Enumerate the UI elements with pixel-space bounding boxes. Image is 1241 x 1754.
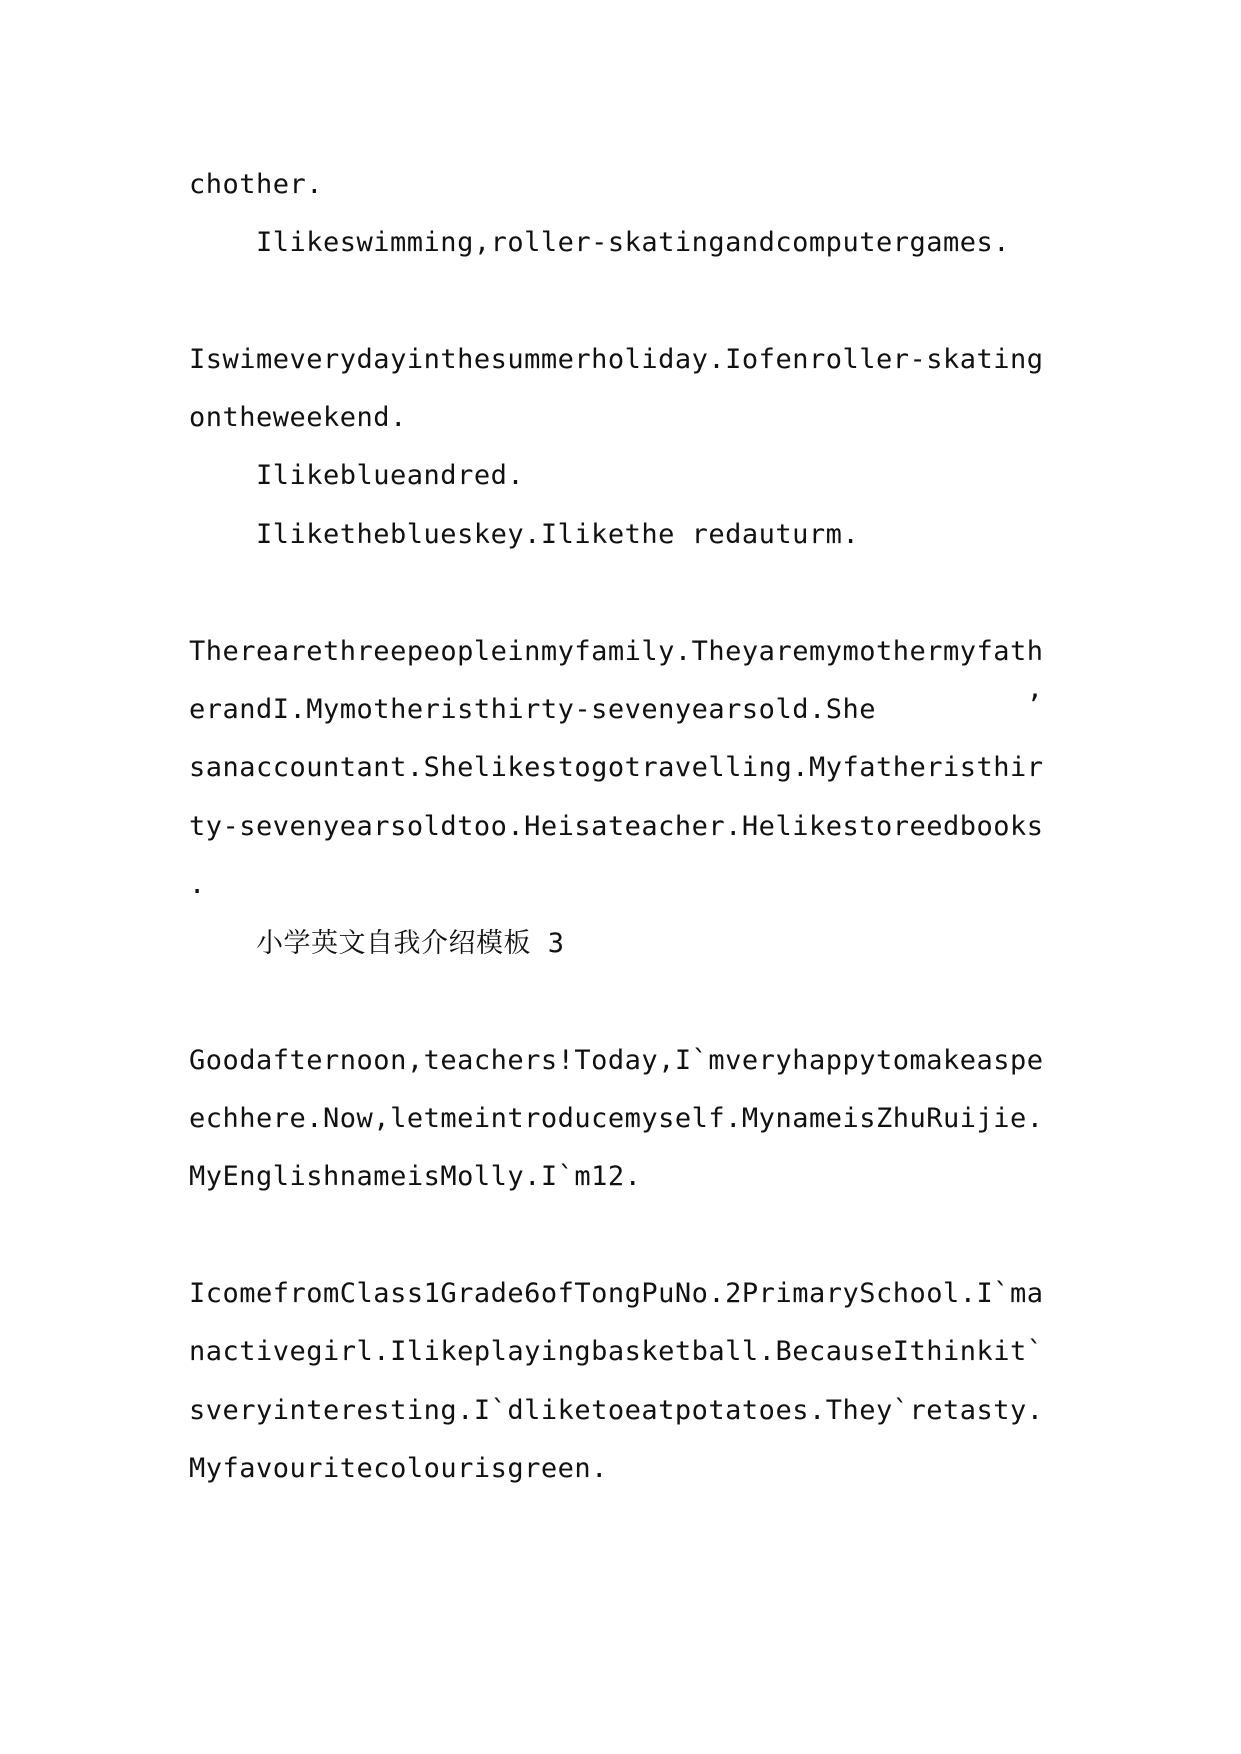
text-line: echhere.Now,letmeintroducemyself.MynameisZhuRuijie. — [189, 1103, 1044, 1134]
text-line: chother. — [189, 169, 324, 200]
text-line: MyEnglishnameisMolly.I`m12. — [189, 1161, 642, 1192]
text-line: sanaccountant.Shelikestogotravelling.Myfatheristhir — [189, 752, 1044, 783]
text-line: Iliketheblueskey.Ilikethe redauturm. — [256, 519, 860, 550]
text-line: Therearethreepeopleinmyfamily.Theyaremymothermyfath — [189, 636, 1044, 667]
text-line: Ilikeswimming,roller-skatingandcomputergames. — [256, 227, 1010, 258]
section-heading: 小学英文自我介绍模板 3 — [256, 928, 565, 959]
text-line: Myfavouritecolourisgreen. — [189, 1453, 608, 1484]
text-line: . — [189, 869, 206, 900]
text-line: erandI.Mymotheristhirty-sevenyearsold.She — [189, 694, 876, 725]
text-line: Goodafternoon,teachers!Today,I`mveryhappytomakeaspe — [189, 1045, 1044, 1076]
text-line: Ilikeblueandred. — [256, 460, 525, 491]
text-line: nactivegirl.Ilikeplayingbasketball.BecauseIthinkit` — [189, 1336, 1044, 1367]
apostrophe-mark: ’ — [1026, 690, 1043, 721]
text-line: IcomefromClass1Grade6ofTongPuNo.2PrimarySchool.I`ma — [189, 1278, 1044, 1309]
text-line: sveryinteresting.I`dliketoeatpotatoes.They`retasty. — [189, 1395, 1044, 1426]
text-line: ty-sevenyearsoldtoo.Heisateacher.Helikestoreedbooks — [189, 811, 1044, 842]
text-line: Iswimeverydayinthesummerholiday.Iofenroller-skating — [189, 344, 1044, 375]
text-line: ontheweekend. — [189, 402, 407, 433]
